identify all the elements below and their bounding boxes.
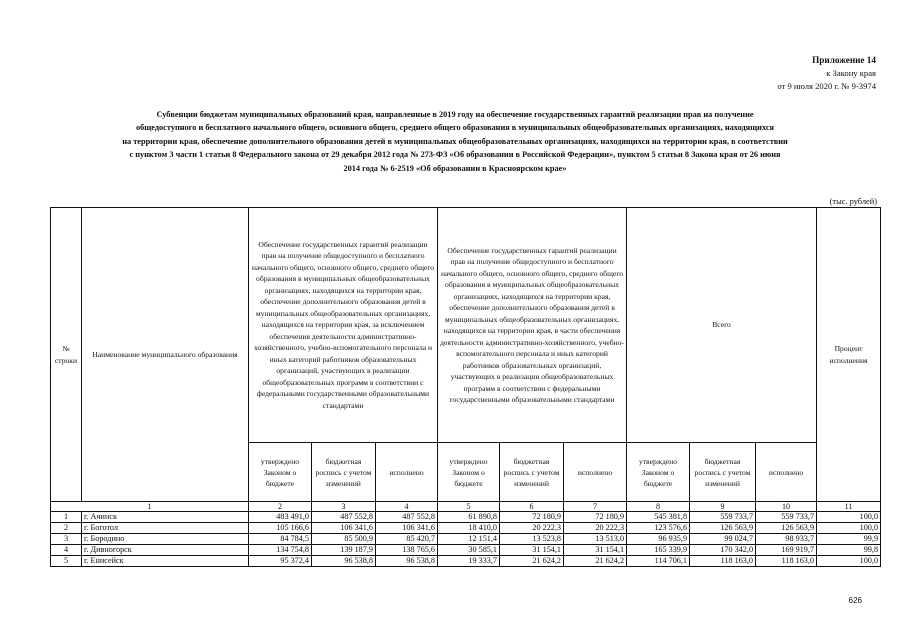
subvention-table (50, 207, 881, 567)
column-number: 2 (249, 502, 312, 512)
header-budget-list: бюджетная роспись с учетом изменений (500, 443, 564, 502)
row-number-cell: 2 (51, 523, 82, 534)
value-cell: 95 372,4 (249, 556, 312, 567)
value-cell: 96 935,9 (627, 534, 690, 545)
row-number-cell: 3 (51, 534, 82, 545)
value-cell: 21 624,2 (564, 556, 627, 567)
value-cell: 72 180,9 (500, 512, 564, 523)
value-cell: 100,0 (817, 556, 881, 567)
municipality-cell: г. Дивногорск (82, 545, 249, 556)
value-cell: 20 222,3 (564, 523, 627, 534)
header-approved: утверждено Законом о бюджете (627, 443, 690, 502)
value-cell: 31 154,1 (564, 545, 627, 556)
title-line: с пунктом 3 части 1 статьи 8 Федерального закона от 29 декабря 2012 года № 273-ФЗ «Об образовании в Российской Федерации», пунктом 5 статьи 8 Закона края от 26 июня (129, 150, 781, 160)
column-number: 7 (564, 502, 627, 512)
title-line: на территории края, обеспечение дополнительного образования детей в муниципальных общеобразовательных организациях, находящихся на территории края, в соответствии (122, 136, 788, 146)
column-number: 4 (376, 502, 438, 512)
value-cell: 30 585,1 (438, 545, 500, 556)
header-row-number: № строки (51, 208, 82, 502)
header-budget-list: бюджетная роспись с учетом изменений (690, 443, 756, 502)
value-cell: 96 538,8 (376, 556, 438, 567)
page-number: 626 (848, 596, 862, 605)
appendix-law: к Закону края (826, 68, 876, 78)
header-group-total: Всего (627, 208, 817, 443)
value-cell: 487 552,8 (312, 512, 376, 523)
value-cell: 559 733,7 (756, 512, 817, 523)
header-budget-list: бюджетная роспись с учетом изменений (312, 443, 376, 502)
table-row (51, 512, 881, 523)
value-cell: 114 706,1 (627, 556, 690, 567)
value-cell: 61 890,8 (438, 512, 500, 523)
appendix-header (777, 54, 876, 93)
value-cell: 134 754,8 (249, 545, 312, 556)
header-municipality: Наименование муниципального образования (82, 208, 249, 502)
header-group-support-staff: Обеспечение государственных гарантий реализации прав на получение общедоступного и бесплатного начального общего, основного общего, среднего общего образования в муниципальных общеобразовательных организациях, находящихся на территории края, обеспечение дополнительного образования детей в муниципальных общеобразовательных организациях, находящихся на территории края, в части обеспечения деятельности административно-хозяйственного, учебно-вспомогательного персонала и иных категорий работников образовательных организаций, участвующих в реализации общеобразовательных программ в соответствии с федеральными государственными образовательными стандартами (438, 208, 627, 443)
value-cell: 98 933,7 (756, 534, 817, 545)
header-group-standards: Обеспечение государственных гарантий реализации прав на получение общедоступного и бесплатного начального общего, основного общего, среднего общего образования в муниципальных общеобразовательных организациях, находящихся на территории края, обеспечение дополнительного образования детей в муниципальных общеобразовательных организациях, находящихся на территории края, за исключением обеспечения деятельности административно-хозяйственного, учебно-вспомогательного персонала и иных категорий работников образовательных организаций, участвующих в реализации общеобразовательных программ в соответствии с федеральными государственными образовательными стандартами (249, 208, 438, 443)
header-executed: исполнено (564, 443, 627, 502)
title-line: Субвенции бюджетам муниципальных образований края, направленные в 2019 году на обеспечение государственных гарантий реализации прав на получение (156, 110, 754, 119)
value-cell: 138 765,6 (376, 545, 438, 556)
appendix-date: от 9 июля 2020 г. № 9-3974 (777, 81, 876, 91)
value-cell: 118 163,0 (690, 556, 756, 567)
value-cell: 545 381,8 (627, 512, 690, 523)
column-number: 3 (312, 502, 376, 512)
value-cell: 84 784,5 (249, 534, 312, 545)
municipality-cell: г. Бородино (82, 534, 249, 545)
value-cell: 126 563,9 (756, 523, 817, 534)
title-line: 2014 года № 6-2519 «Об образовании в Красноярском крае» (343, 163, 567, 173)
title-line: общедоступного и бесплатного начального общего, основного общего, среднего общего образования в муниципальных общеобразовательных организациях, находящихся (135, 123, 775, 133)
unit-label: (тыс. рублей) (829, 197, 877, 206)
document-title (40, 108, 870, 175)
value-cell: 72 180,9 (564, 512, 627, 523)
value-cell: 106 341,6 (376, 523, 438, 534)
value-cell: 12 151,4 (438, 534, 500, 545)
value-cell: 126 563,9 (690, 523, 756, 534)
value-cell: 559 733,7 (690, 512, 756, 523)
value-cell: 85 500,9 (312, 534, 376, 545)
header-approved: утверждено Законом о бюджете (438, 443, 500, 502)
value-cell: 100,0 (817, 523, 881, 534)
value-cell: 99 024,7 (690, 534, 756, 545)
value-cell: 106 341,6 (312, 523, 376, 534)
value-cell: 118 163,0 (756, 556, 817, 567)
column-number: 10 (756, 502, 817, 512)
row-number-cell: 1 (51, 512, 82, 523)
header-executed: исполнено (376, 443, 438, 502)
table-row (51, 534, 881, 545)
value-cell: 21 624,2 (500, 556, 564, 567)
table-row (51, 523, 881, 534)
row-number-cell: 5 (51, 556, 82, 567)
row-number-cell: 4 (51, 545, 82, 556)
column-numbers-row (51, 502, 881, 512)
value-cell: 170 342,0 (690, 545, 756, 556)
value-cell: 13 513,0 (564, 534, 627, 545)
table-row (51, 556, 881, 567)
appendix-number: Приложение 14 (812, 55, 876, 65)
value-cell: 483 491,0 (249, 512, 312, 523)
header-percent: Процент исполнения (817, 208, 881, 502)
municipality-cell: г. Боготол (82, 523, 249, 534)
value-cell: 105 166,6 (249, 523, 312, 534)
value-cell: 18 410,0 (438, 523, 500, 534)
value-cell: 169 919,7 (756, 545, 817, 556)
value-cell: 99,9 (817, 534, 881, 545)
value-cell: 13 523,8 (500, 534, 564, 545)
column-number: 5 (438, 502, 500, 512)
table-row (51, 545, 881, 556)
value-cell: 96 538,8 (312, 556, 376, 567)
column-number: 11 (817, 502, 881, 512)
value-cell: 19 333,7 (438, 556, 500, 567)
value-cell: 85 420,7 (376, 534, 438, 545)
header-executed: исполнено (756, 443, 817, 502)
value-cell: 123 576,6 (627, 523, 690, 534)
column-number: 6 (500, 502, 564, 512)
value-cell: 31 154,1 (500, 545, 564, 556)
column-number: 8 (627, 502, 690, 512)
value-cell: 100,0 (817, 512, 881, 523)
value-cell: 165 339,9 (627, 545, 690, 556)
column-number: 1 (51, 502, 249, 512)
municipality-cell: г. Ачинск (82, 512, 249, 523)
header-approved: утверждено Законом о бюджете (249, 443, 312, 502)
municipality-cell: г. Енисейск (82, 556, 249, 567)
value-cell: 139 187,9 (312, 545, 376, 556)
column-number: 9 (690, 502, 756, 512)
value-cell: 99,8 (817, 545, 881, 556)
value-cell: 20 222,3 (500, 523, 564, 534)
value-cell: 487 552,8 (376, 512, 438, 523)
